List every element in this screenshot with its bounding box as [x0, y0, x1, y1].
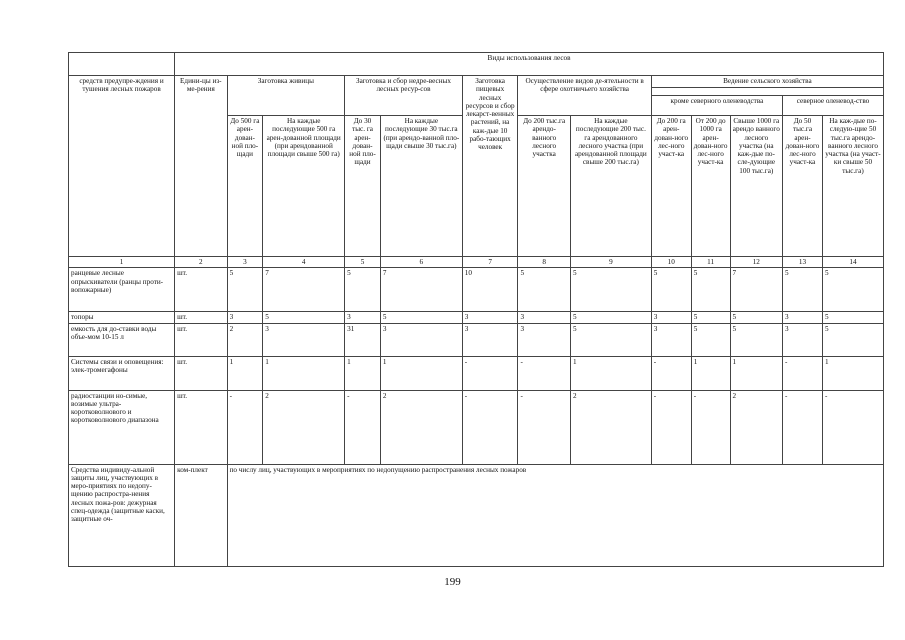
header-col-9: На каждые последующие 200 тыс. га арендованного лесного участка (при арендованной площади свыше 200 тыс.га): [570, 116, 651, 257]
column-number: 2: [175, 257, 228, 268]
header-col1: средств предупре-ждения и тушения лесных пожаров: [69, 76, 175, 257]
header-col-5: До 30 тыс. га арен-дован-ной пло-щади: [345, 116, 381, 257]
column-number: 6: [380, 257, 462, 268]
document-page: [68, 52, 884, 567]
cell-value: 5: [822, 323, 883, 356]
cell-value: 2: [570, 390, 651, 464]
header-col-12: Свыше 1000 га арендо ванного лесного участка (на каж-дые по-сле-дующие 100 тыс.га): [730, 116, 783, 257]
cell-value: 3: [651, 312, 691, 323]
forest-fire-equipment-table: [68, 52, 884, 567]
column-number: 7: [462, 257, 518, 268]
header-row-2: [69, 76, 884, 88]
cell-value: -: [462, 356, 518, 390]
cell-value: 3: [380, 323, 462, 356]
cell-value: 2: [227, 323, 263, 356]
header-col-4: На каждые последующие 500 га арен-дованной площади (при арендованной площади свыше 500 га): [263, 116, 345, 257]
column-number: 5: [345, 257, 381, 268]
column-number: 14: [822, 257, 883, 268]
header-agri-except-north: кроме северного оленеводства: [651, 96, 782, 116]
cell-value: 5: [380, 312, 462, 323]
cell-value: 5: [691, 323, 730, 356]
row-name: радиостанции но-симые, возимые ультра-коротковолнового и коротковолнового диапазона: [69, 390, 175, 464]
cell-value: 10: [462, 268, 518, 312]
header-food-resources: Заготовка пищевых лесных ресурсов и сбор лекарст-венных растений, на каж-дые 10 рабо-тающих человек: [462, 76, 518, 257]
cell-value: 7: [730, 268, 783, 312]
cell-value: 5: [518, 268, 571, 312]
cell-value: 2: [380, 390, 462, 464]
page-number: 199: [444, 576, 461, 588]
table-row: [69, 390, 884, 464]
cell-value: -: [822, 390, 883, 464]
cell-value: -: [651, 390, 691, 464]
cell-value: 5: [570, 312, 651, 323]
table-row: [69, 356, 884, 390]
cell-value: 5: [691, 312, 730, 323]
cell-value: 5: [570, 268, 651, 312]
cell-value: 1: [822, 356, 883, 390]
cell-value: 3: [462, 312, 518, 323]
cell-value: 3: [462, 323, 518, 356]
row-unit: шт.: [175, 268, 228, 312]
cell-value: 5: [570, 323, 651, 356]
cell-value: 7: [263, 268, 345, 312]
header-col-13: До 50 тыс.га арен-дован-ного лес-ного участ-ка: [783, 116, 823, 257]
cell-value: 1: [691, 356, 730, 390]
row-note: по числу лиц, участвующих в мероприятиях по недопущению распространения лесных пожаров: [227, 464, 883, 566]
table-row: [69, 268, 884, 312]
header-col-14: На каж-дые по-следую-щие 50 тыс.га арендо-ванного лесного участка (на участ-ки свыше 50 тыс.га): [822, 116, 883, 257]
table-row: [69, 312, 884, 323]
header-non-wood: Заготовка и сбор недре-весных лесных ресур-сов: [345, 76, 463, 116]
header-agriculture-spacer: [651, 88, 883, 96]
cell-value: 3: [518, 323, 571, 356]
cell-value: 2: [263, 390, 345, 464]
cell-value: -: [783, 390, 823, 464]
row-name: емкость для до-ставки воды объе-мом 10-15 л: [69, 323, 175, 356]
cell-value: 1: [263, 356, 345, 390]
cell-value: -: [651, 356, 691, 390]
row-name: Средства индивиду-альной защиты лиц, участвующих в меро-приятиях по недопу-щению распростра-нения лесных пожа-ров: дежурная спец-одежда (защитные каски, защитные оч-: [69, 464, 175, 566]
cell-value: 5: [227, 268, 263, 312]
header-hunting: Осуществление видов де-ятельности в сфере охотничьего хозяйства: [518, 76, 651, 116]
header-empty-1: [69, 53, 175, 76]
cell-value: 5: [691, 268, 730, 312]
cell-value: 2: [730, 390, 783, 464]
column-number: 3: [227, 257, 263, 268]
header-row-1: [69, 53, 884, 76]
cell-value: 3: [263, 323, 345, 356]
header-agri-north: северное оленевод-ство: [783, 96, 884, 116]
cell-value: 5: [345, 268, 381, 312]
column-numbers-row: [69, 257, 884, 268]
cell-value: -: [783, 356, 823, 390]
cell-value: 5: [730, 323, 783, 356]
column-number: 4: [263, 257, 345, 268]
cell-value: 5: [730, 312, 783, 323]
cell-value: 3: [227, 312, 263, 323]
cell-value: -: [518, 390, 571, 464]
cell-value: 5: [651, 268, 691, 312]
cell-value: 1: [380, 356, 462, 390]
header-resin: Заготовка живицы: [227, 76, 345, 116]
cell-value: 31: [345, 323, 381, 356]
cell-value: 3: [345, 312, 381, 323]
row-unit: шт.: [175, 356, 228, 390]
header-units: Едини-цы из-ме-рения: [175, 76, 228, 257]
cell-value: 5: [783, 268, 823, 312]
header-col-10: До 200 га арен-дован-ного лес-ного участ-ка: [651, 116, 691, 257]
header-col-8: До 200 тыс.га арендо-ванного лесного участка: [518, 116, 571, 257]
cell-value: 1: [730, 356, 783, 390]
row-name: Системы связи и оповещения: элек-тромегафоны: [69, 356, 175, 390]
cell-value: 1: [227, 356, 263, 390]
column-number: 13: [783, 257, 823, 268]
header-col-6: На каждые последующие 30 тыс.га (при арендо-ванной пло-щади свыше 30 тыс.га): [380, 116, 462, 257]
row-name: топоры: [69, 312, 175, 323]
cell-value: -: [227, 390, 263, 464]
cell-value: 7: [380, 268, 462, 312]
column-number: 1: [69, 257, 175, 268]
cell-value: 3: [518, 312, 571, 323]
column-number: 10: [651, 257, 691, 268]
cell-value: 1: [345, 356, 381, 390]
header-agriculture: Ведение сельского хозяйства: [651, 76, 883, 88]
cell-value: -: [691, 390, 730, 464]
cell-value: 5: [822, 268, 883, 312]
header-col-11: От 200 до 1000 га арен-дован-ного лес-ного участ-ка: [691, 116, 730, 257]
row-unit: шт.: [175, 312, 228, 323]
column-number: 9: [570, 257, 651, 268]
column-number: 11: [691, 257, 730, 268]
cell-value: 3: [783, 323, 823, 356]
cell-value: 3: [651, 323, 691, 356]
row-unit: шт.: [175, 390, 228, 464]
cell-value: 1: [570, 356, 651, 390]
cell-value: 5: [263, 312, 345, 323]
row-name: ранцевые лесные опрыскиватели (ранцы проти-вопожарные): [69, 268, 175, 312]
table-row-protective-equipment: [69, 464, 884, 566]
column-number: 12: [730, 257, 783, 268]
table-row: [69, 323, 884, 356]
cell-value: 3: [783, 312, 823, 323]
cell-value: -: [518, 356, 571, 390]
cell-value: 5: [822, 312, 883, 323]
header-uses-of-forests: Виды использования лесов: [175, 53, 884, 76]
row-unit: ком-плект: [175, 464, 228, 566]
column-number: 8: [518, 257, 571, 268]
row-unit: шт.: [175, 323, 228, 356]
header-col-3: До 500 га арен-дован-ной пло-щади: [227, 116, 263, 257]
cell-value: -: [345, 390, 381, 464]
cell-value: -: [462, 390, 518, 464]
